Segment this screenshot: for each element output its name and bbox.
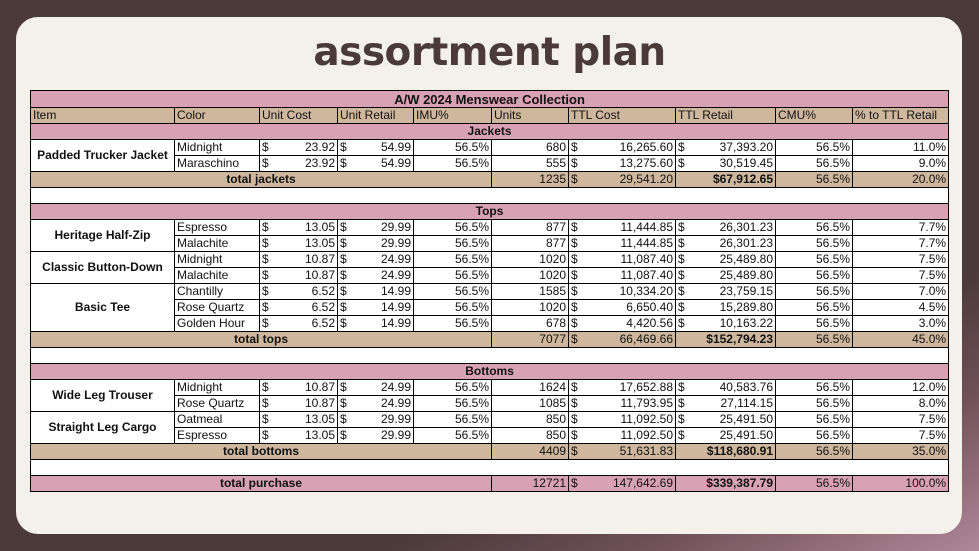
currency-symbol: $ — [262, 140, 269, 154]
subtotal-row — [31, 332, 949, 348]
unit-cost-cell — [260, 236, 338, 252]
currency-symbol: $ — [678, 380, 685, 394]
ttl-cost-cell — [569, 476, 676, 492]
subtotal-label: total jackets — [31, 172, 492, 188]
column-header: Item — [31, 108, 175, 124]
cmu-cell: 56.5% — [776, 284, 853, 300]
color-cell: Maraschino — [175, 156, 260, 172]
ttl-cost-cell-value: 11,444.85 — [620, 236, 673, 250]
ttl-retail-cell — [676, 300, 776, 316]
imu-cell: 56.5% — [414, 252, 492, 268]
unit-retail-cell-value: 54.99 — [380, 140, 411, 154]
unit-cost-cell-value: 10.87 — [304, 252, 335, 266]
currency-symbol: $ — [571, 380, 578, 394]
unit-cost-cell-value: 13.05 — [304, 236, 335, 250]
grand-total-label: total purchase — [31, 476, 492, 492]
unit-retail-cell — [338, 236, 414, 252]
unit-cost-cell — [260, 156, 338, 172]
table-row — [31, 140, 949, 156]
currency-symbol: $ — [571, 220, 578, 234]
ttl-cost-cell — [569, 444, 676, 460]
ttl-cost-cell-value: 11,092.50 — [620, 428, 673, 442]
currency-symbol: $ — [678, 300, 685, 314]
pct-cell: 35.0% — [853, 444, 949, 460]
currency-symbol: $ — [262, 428, 269, 442]
pct-cell: 7.5% — [853, 252, 949, 268]
units-cell: 1585 — [492, 284, 569, 300]
currency-symbol: $ — [571, 476, 578, 490]
currency-symbol: $ — [571, 284, 578, 298]
ttl-cost-cell-value: 11,444.85 — [620, 220, 673, 234]
item-name: Straight Leg Cargo — [31, 412, 175, 444]
ttl-cost-cell — [569, 332, 676, 348]
units-cell: 1235 — [492, 172, 569, 188]
pct-cell: 7.5% — [853, 412, 949, 428]
units-cell: 877 — [492, 236, 569, 252]
ttl-retail-cell-value: 25,489.80 — [719, 252, 773, 266]
unit-retail-cell — [338, 300, 414, 316]
spacer-cell — [31, 460, 949, 476]
pct-cell: 7.0% — [853, 284, 949, 300]
spacer-cell — [31, 348, 949, 364]
ttl-retail-cell-value: 40,583.76 — [719, 380, 773, 394]
item-name: Heritage Half-Zip — [31, 220, 175, 252]
unit-cost-cell — [260, 284, 338, 300]
currency-symbol: $ — [571, 268, 578, 282]
section-title: Jackets — [31, 124, 949, 140]
currency-symbol: $ — [262, 412, 269, 426]
unit-cost-cell-value: 13.05 — [304, 220, 335, 234]
currency-symbol: $ — [340, 300, 347, 314]
currency-symbol: $ — [678, 284, 685, 298]
currency-symbol: $ — [571, 300, 578, 314]
currency-symbol: $ — [340, 140, 347, 154]
imu-cell: 56.5% — [414, 156, 492, 172]
table-row — [31, 284, 949, 300]
unit-retail-cell-value: 24.99 — [380, 268, 411, 282]
pct-cell: 7.5% — [853, 428, 949, 444]
ttl-retail-cell — [676, 252, 776, 268]
cmu-cell: 56.5% — [776, 412, 853, 428]
color-cell: Midnight — [175, 380, 260, 396]
currency-symbol: $ — [678, 220, 685, 234]
imu-cell: 56.5% — [414, 428, 492, 444]
imu-cell: 56.5% — [414, 380, 492, 396]
units-cell: 1020 — [492, 300, 569, 316]
color-cell: Espresso — [175, 428, 260, 444]
ttl-retail-cell-value: 15,289.80 — [719, 300, 773, 314]
cmu-cell: 56.5% — [776, 332, 853, 348]
currency-symbol: $ — [340, 284, 347, 298]
unit-retail-cell-value: 24.99 — [380, 252, 411, 266]
currency-symbol: $ — [678, 236, 685, 250]
pct-cell: 45.0% — [853, 332, 949, 348]
currency-symbol: $ — [262, 380, 269, 394]
unit-cost-cell-value: 13.05 — [304, 412, 335, 426]
units-cell: 850 — [492, 412, 569, 428]
currency-symbol: $ — [678, 156, 685, 170]
column-header: Unit Cost — [260, 108, 338, 124]
unit-cost-cell-value: 10.87 — [304, 396, 335, 410]
column-header: Color — [175, 108, 260, 124]
unit-cost-cell-value: 23.92 — [304, 140, 335, 154]
ttl-retail-cell — [676, 428, 776, 444]
unit-cost-cell — [260, 300, 338, 316]
section-header-row — [31, 124, 949, 140]
table-row — [31, 380, 949, 396]
section-title: Bottoms — [31, 364, 949, 380]
table-row — [31, 412, 949, 428]
color-cell: Rose Quartz — [175, 300, 260, 316]
unit-cost-cell-value: 6.52 — [311, 284, 335, 298]
ttl-cost-cell — [569, 300, 676, 316]
ttl-retail-cell: $67,912.65 — [676, 172, 776, 188]
ttl-retail-cell-value: 30,519.45 — [719, 156, 773, 170]
ttl-cost-cell — [569, 428, 676, 444]
currency-symbol: $ — [571, 444, 578, 458]
currency-symbol: $ — [571, 172, 578, 186]
unit-retail-cell — [338, 268, 414, 284]
unit-cost-cell — [260, 396, 338, 412]
unit-cost-cell — [260, 380, 338, 396]
column-header: Units — [492, 108, 569, 124]
unit-cost-cell-value: 13.05 — [304, 428, 335, 442]
ttl-cost-cell — [569, 268, 676, 284]
units-cell: 12721 — [492, 476, 569, 492]
currency-symbol: $ — [340, 252, 347, 266]
ttl-retail-cell: $118,680.91 — [676, 444, 776, 460]
column-header: TTL Cost — [569, 108, 676, 124]
currency-symbol: $ — [571, 236, 578, 250]
unit-cost-cell-value: 10.87 — [304, 380, 335, 394]
ttl-retail-cell — [676, 380, 776, 396]
ttl-cost-cell-value: 16,265.60 — [619, 140, 673, 154]
unit-cost-cell-value: 23.92 — [304, 156, 335, 170]
currency-symbol: $ — [678, 268, 685, 282]
ttl-retail-cell-value: 25,489.80 — [719, 268, 773, 282]
unit-cost-cell — [260, 220, 338, 236]
imu-cell: 56.5% — [414, 284, 492, 300]
color-cell: Malachite — [175, 268, 260, 284]
pct-cell: 9.0% — [853, 156, 949, 172]
cmu-cell: 56.5% — [776, 476, 853, 492]
imu-cell: 56.5% — [414, 236, 492, 252]
units-cell: 1085 — [492, 396, 569, 412]
imu-cell: 56.5% — [414, 300, 492, 316]
color-cell: Midnight — [175, 252, 260, 268]
ttl-retail-cell — [676, 236, 776, 252]
ttl-retail-cell — [676, 412, 776, 428]
currency-symbol: $ — [678, 140, 685, 154]
currency-symbol: $ — [262, 252, 269, 266]
ttl-cost-cell — [569, 252, 676, 268]
ttl-cost-cell-value: 13,275.60 — [619, 156, 673, 170]
color-cell: Espresso — [175, 220, 260, 236]
unit-retail-cell — [338, 316, 414, 332]
unit-retail-cell — [338, 156, 414, 172]
unit-retail-cell-value: 24.99 — [380, 396, 411, 410]
imu-cell: 56.5% — [414, 396, 492, 412]
pct-cell: 7.7% — [853, 220, 949, 236]
unit-cost-cell — [260, 316, 338, 332]
currency-symbol: $ — [571, 428, 578, 442]
ttl-cost-cell-value: 11,092.50 — [620, 412, 673, 426]
color-cell: Oatmeal — [175, 412, 260, 428]
color-cell: Chantilly — [175, 284, 260, 300]
currency-symbol: $ — [262, 156, 269, 170]
subtotal-label: total bottoms — [31, 444, 492, 460]
item-name: Classic Button-Down — [31, 252, 175, 284]
pct-cell: 3.0% — [853, 316, 949, 332]
column-header: IMU% — [414, 108, 492, 124]
ttl-cost-cell-value: 11,793.95 — [620, 396, 673, 410]
units-cell: 1020 — [492, 252, 569, 268]
pct-cell: 8.0% — [853, 396, 949, 412]
ttl-cost-cell-value: 29,541.20 — [619, 172, 673, 186]
unit-retail-cell — [338, 396, 414, 412]
cmu-cell: 56.5% — [776, 220, 853, 236]
unit-cost-cell — [260, 412, 338, 428]
unit-cost-cell — [260, 268, 338, 284]
ttl-cost-cell-value: 66,469.66 — [619, 332, 673, 346]
unit-cost-cell-value: 6.52 — [311, 316, 335, 330]
column-header: CMU% — [776, 108, 853, 124]
page-title: assortment plan — [313, 30, 666, 75]
section-title: Tops — [31, 204, 949, 220]
ttl-retail-cell: $152,794.23 — [676, 332, 776, 348]
cmu-cell: 56.5% — [776, 156, 853, 172]
header-row — [31, 108, 949, 124]
cmu-cell: 56.5% — [776, 236, 853, 252]
color-cell: Golden Hour — [175, 316, 260, 332]
subtotal-row — [31, 444, 949, 460]
ttl-cost-cell — [569, 412, 676, 428]
table-row — [31, 252, 949, 268]
currency-symbol: $ — [340, 220, 347, 234]
pct-cell: 20.0% — [853, 172, 949, 188]
grand-total-row — [31, 476, 949, 492]
currency-symbol: $ — [571, 332, 578, 346]
currency-symbol: $ — [571, 140, 578, 154]
unit-retail-cell-value: 29.99 — [380, 428, 411, 442]
color-cell: Midnight — [175, 140, 260, 156]
ttl-cost-cell-value: 4,420.56 — [626, 316, 673, 330]
spacer-cell — [31, 188, 949, 204]
ttl-cost-cell-value: 51,631.83 — [619, 444, 673, 458]
currency-symbol: $ — [571, 316, 578, 330]
ttl-cost-cell — [569, 172, 676, 188]
ttl-cost-cell — [569, 220, 676, 236]
ttl-retail-cell — [676, 268, 776, 284]
currency-symbol: $ — [678, 316, 685, 330]
units-cell: 1020 — [492, 268, 569, 284]
ttl-retail-cell-value: 27,114.15 — [720, 396, 773, 410]
currency-symbol: $ — [262, 220, 269, 234]
currency-symbol: $ — [262, 236, 269, 250]
unit-cost-cell — [260, 428, 338, 444]
currency-symbol: $ — [571, 156, 578, 170]
currency-symbol: $ — [340, 412, 347, 426]
section-header-row — [31, 364, 949, 380]
imu-cell: 56.5% — [414, 220, 492, 236]
ttl-retail-cell — [676, 140, 776, 156]
unit-retail-cell — [338, 412, 414, 428]
units-cell: 555 — [492, 156, 569, 172]
currency-symbol: $ — [678, 252, 685, 266]
currency-symbol: $ — [340, 236, 347, 250]
table-title: A/W 2024 Menswear Collection — [31, 91, 949, 108]
ttl-retail-cell: $339,387.79 — [676, 476, 776, 492]
pct-cell: 100.0% — [853, 476, 949, 492]
ttl-cost-cell — [569, 284, 676, 300]
ttl-retail-cell-value: 26,301.23 — [719, 220, 773, 234]
unit-cost-cell — [260, 252, 338, 268]
units-cell: 680 — [492, 140, 569, 156]
currency-symbol: $ — [340, 396, 347, 410]
column-header: Unit Retail — [338, 108, 414, 124]
ttl-cost-cell — [569, 236, 676, 252]
unit-retail-cell-value: 54.99 — [380, 156, 411, 170]
cmu-cell: 56.5% — [776, 380, 853, 396]
currency-symbol: $ — [678, 396, 685, 410]
pct-cell: 4.5% — [853, 300, 949, 316]
currency-symbol: $ — [262, 300, 269, 314]
cmu-cell: 56.5% — [776, 316, 853, 332]
cmu-cell: 56.5% — [776, 428, 853, 444]
unit-cost-cell — [260, 140, 338, 156]
units-cell: 877 — [492, 220, 569, 236]
units-cell: 1624 — [492, 380, 569, 396]
currency-symbol: $ — [340, 380, 347, 394]
unit-retail-cell-value: 29.99 — [380, 220, 411, 234]
cmu-cell: 56.5% — [776, 252, 853, 268]
subtotal-label: total tops — [31, 332, 492, 348]
pct-cell: 7.7% — [853, 236, 949, 252]
ttl-retail-cell — [676, 156, 776, 172]
ttl-retail-cell-value: 26,301.23 — [719, 236, 773, 250]
currency-symbol: $ — [678, 428, 685, 442]
ttl-cost-cell-value: 6,650.40 — [626, 300, 673, 314]
units-cell: 678 — [492, 316, 569, 332]
cmu-cell: 56.5% — [776, 140, 853, 156]
ttl-cost-cell — [569, 396, 676, 412]
table-title-row — [31, 91, 949, 108]
section-header-row — [31, 204, 949, 220]
unit-retail-cell — [338, 140, 414, 156]
unit-retail-cell-value: 14.99 — [380, 284, 411, 298]
units-cell: 7077 — [492, 332, 569, 348]
unit-retail-cell — [338, 252, 414, 268]
unit-retail-cell-value: 29.99 — [380, 236, 411, 250]
currency-symbol: $ — [262, 284, 269, 298]
ttl-cost-cell-value: 11,087.40 — [620, 268, 673, 282]
currency-symbol: $ — [262, 396, 269, 410]
units-cell: 4409 — [492, 444, 569, 460]
unit-cost-cell-value: 6.52 — [311, 300, 335, 314]
imu-cell: 56.5% — [414, 316, 492, 332]
imu-cell: 56.5% — [414, 412, 492, 428]
cmu-cell: 56.5% — [776, 444, 853, 460]
currency-symbol: $ — [678, 412, 685, 426]
ttl-cost-cell — [569, 140, 676, 156]
ttl-cost-cell — [569, 156, 676, 172]
unit-retail-cell — [338, 428, 414, 444]
spacer-row — [31, 188, 949, 204]
ttl-cost-cell — [569, 316, 676, 332]
ttl-retail-cell-value: 10,163.22 — [719, 316, 773, 330]
ttl-retail-cell-value: 23,759.15 — [719, 284, 773, 298]
currency-symbol: $ — [340, 316, 347, 330]
unit-retail-cell-value: 14.99 — [380, 300, 411, 314]
item-name: Padded Trucker Jacket — [31, 140, 175, 172]
unit-cost-cell-value: 10.87 — [304, 268, 335, 282]
ttl-cost-cell — [569, 380, 676, 396]
currency-symbol: $ — [262, 268, 269, 282]
item-name: Wide Leg Trouser — [31, 380, 175, 412]
color-cell: Rose Quartz — [175, 396, 260, 412]
currency-symbol: $ — [340, 268, 347, 282]
unit-retail-cell — [338, 284, 414, 300]
ttl-retail-cell — [676, 396, 776, 412]
currency-symbol: $ — [340, 156, 347, 170]
column-header: TTL Retail — [676, 108, 776, 124]
ttl-retail-cell-value: 37,393.20 — [719, 140, 773, 154]
ttl-retail-cell-value: 25,491.50 — [719, 428, 773, 442]
table-row — [31, 220, 949, 236]
unit-retail-cell-value: 24.99 — [380, 380, 411, 394]
spacer-row — [31, 460, 949, 476]
ttl-retail-cell-value: 25,491.50 — [719, 412, 773, 426]
imu-cell: 56.5% — [414, 268, 492, 284]
cmu-cell: 56.5% — [776, 268, 853, 284]
ttl-retail-cell — [676, 316, 776, 332]
color-cell: Malachite — [175, 236, 260, 252]
unit-retail-cell-value: 14.99 — [380, 316, 411, 330]
ttl-retail-cell — [676, 284, 776, 300]
ttl-cost-cell-value: 11,087.40 — [620, 252, 673, 266]
unit-retail-cell — [338, 220, 414, 236]
spacer-row — [31, 348, 949, 364]
imu-cell: 56.5% — [414, 140, 492, 156]
units-cell: 850 — [492, 428, 569, 444]
pct-cell: 12.0% — [853, 380, 949, 396]
currency-symbol: $ — [571, 412, 578, 426]
cmu-cell: 56.5% — [776, 300, 853, 316]
currency-symbol: $ — [571, 252, 578, 266]
item-name: Basic Tee — [31, 284, 175, 332]
ttl-retail-cell — [676, 220, 776, 236]
currency-symbol: $ — [571, 396, 578, 410]
column-header: % to TTL Retail — [853, 108, 949, 124]
cmu-cell: 56.5% — [776, 172, 853, 188]
cmu-cell: 56.5% — [776, 396, 853, 412]
ttl-cost-cell-value: 17,652.88 — [619, 380, 673, 394]
pct-cell: 11.0% — [853, 140, 949, 156]
ttl-cost-cell-value: 147,642.69 — [612, 476, 673, 490]
subtotal-row — [31, 172, 949, 188]
ttl-cost-cell-value: 10,334.20 — [619, 284, 673, 298]
unit-retail-cell — [338, 380, 414, 396]
currency-symbol: $ — [262, 316, 269, 330]
unit-retail-cell-value: 29.99 — [380, 412, 411, 426]
assortment-table — [30, 90, 949, 492]
currency-symbol: $ — [340, 428, 347, 442]
pct-cell: 7.5% — [853, 268, 949, 284]
